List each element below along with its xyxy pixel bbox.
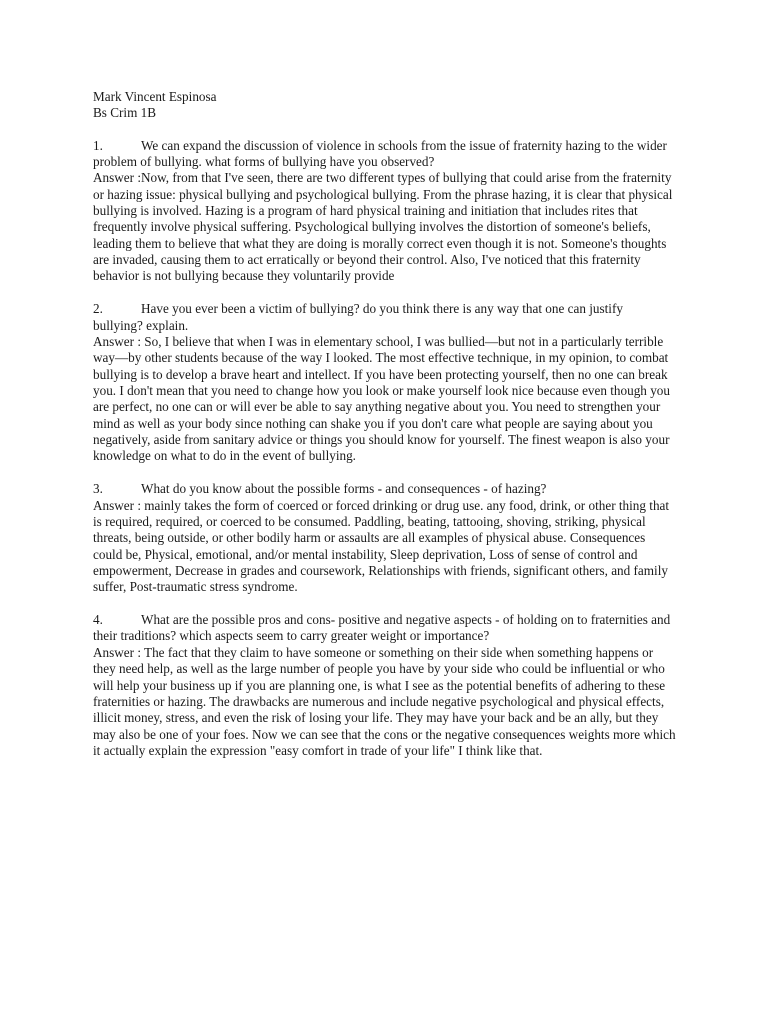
answer-2: Answer : So, I believe that when I was in elementary school, I was bullied—but not in a particularly terrible way—by other students because of the way I looked. The most effective technique, in my opinion, to combat bullying is to develop a brave heart and intellect. If you have been protecting yourself, then no one can break you. I don't mean that you need to change how you look or make yourself look nice because even though you are perfect, no one can or will ever be able to say anything negative about you. You need to strengthen your mind as well as your body since nothing can shake you if you don't care what people are saying about you negatively, aside from sanitary advice or things you should know for yourself. The finest weapon is also your knowledge on what to do in the event of bullying. [93, 333, 670, 464]
author-name: Mark Vincent Espinosa [93, 89, 217, 104]
document-page [93, 89, 676, 776]
question-number: 1. [93, 137, 103, 153]
qa-item-3 [93, 481, 676, 595]
document-header [93, 89, 676, 122]
qa-item-4 [93, 612, 676, 759]
question-number: 2. [93, 301, 103, 317]
answer-1: Answer :Now, from that I've seen, there are two different types of bullying that could arise from the fraternity or hazing issue: physical bullying and psychological bullying. From the phrase hazing, it is clear that physical bullying is involved. Hazing is a program of hard physical training and initiation that includes rites that frequently involve physical suffering. Psychological bullying involves the distortion of someone's beliefs, leading them to believe that what they are doing is morally correct even though it is not. Someone's thoughts are invaded, causing them to act erratically or beyond their control. Also, I've noticed that this fraternity behavior is not bullying because they voluntarily provide [93, 170, 673, 284]
question-text: What do you know about the possible forms - and consequences - of hazing? [141, 481, 547, 497]
question-1 [93, 138, 676, 171]
question-number: 3. [93, 481, 103, 497]
qa-item-2 [93, 301, 676, 464]
question-text: We can expand the discussion of violence in schools from the issue of fraternity hazing to the wider problem of bullying. what forms of bullying have you observed? [93, 137, 667, 170]
question-number: 4. [93, 612, 103, 628]
question-2 [93, 301, 676, 334]
question-4 [93, 612, 676, 645]
course-section: Bs Crim 1B [93, 105, 157, 121]
qa-item-1 [93, 138, 676, 285]
question-text: What are the possible pros and cons- positive and negative aspects - of holding on to fraternities and their traditions? which aspects seem to carry greater weight or importance? [93, 612, 671, 644]
answer-3: Answer : mainly takes the form of coerced or forced drinking or drug use. any food, drink, or other thing that is required, required, or coerced to be consumed. Paddling, beating, tattooing, shoving, striking, physical threats, being outside, or other bodily harm or assaults are all examples of physical abuse. Consequences could be, Physical, emotional, and/or mental instability, Sleep deprivation, Loss of sense of control and empowerment, Decrease in grades and coursework, Relationships with friends, significant others, and family suffer, Post-traumatic stress syndrome. [93, 497, 670, 595]
question-3 [93, 481, 676, 497]
question-text: Have you ever been a victim of bullying? do you think there is any way that one can justify bullying? explain. [93, 301, 623, 333]
answer-4: Answer : The fact that they claim to have someone or something on their side when something happens or they need help, as well as the large number of people you have by your side who could be influential or who will help your business up if you are planning one, is what I see as the potential benefits of adhering to these fraternities or hazing. The drawbacks are numerous and include negative psychological and physical effects, illicit money, stress, and even the risk of losing your life. They may have your back and be an ally, but they may also be one of your foes. Now we can see that the cons or the negative consequences weights more which it actually explain the expression "easy comfort in trade of your life" I think like that. [93, 644, 676, 758]
